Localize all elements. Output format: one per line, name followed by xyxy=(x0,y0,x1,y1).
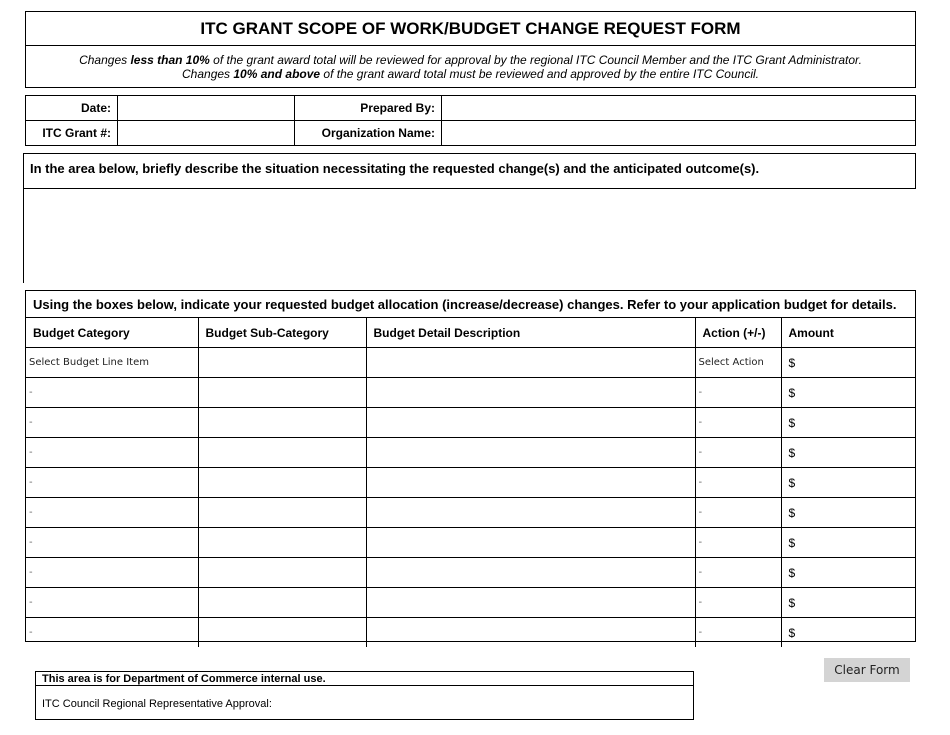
budget-sub-category-field[interactable] xyxy=(198,558,366,588)
amount-field[interactable]: $ xyxy=(781,588,915,618)
organization-name-label: Organization Name: xyxy=(295,121,442,146)
budget-sub-category-field[interactable] xyxy=(198,468,366,498)
budget-category-select[interactable]: Select Budget Line Item xyxy=(26,348,198,378)
table-row xyxy=(26,468,915,498)
budget-sub-category-field[interactable] xyxy=(198,438,366,468)
action-select[interactable]: - xyxy=(695,438,781,468)
intro-line-1: Changes less than 10% of the grant award total will be reviewed for approval by the regional ITC Council Member and the ITC Grant Administrator. xyxy=(79,53,862,67)
amount-field[interactable]: $ xyxy=(781,498,915,528)
action-select[interactable]: - xyxy=(695,498,781,528)
amount-field[interactable]: $ xyxy=(781,408,915,438)
budget-detail-description-field[interactable] xyxy=(366,588,695,618)
budget-category-select[interactable]: - xyxy=(26,438,198,468)
form-title: ITC GRANT SCOPE OF WORK/BUDGET CHANGE REQUEST FORM xyxy=(26,12,915,46)
budget-category-select[interactable]: - xyxy=(26,618,198,648)
clear-form-button[interactable]: Clear Form xyxy=(824,658,910,682)
column-header-budget-category: Budget Category xyxy=(26,318,198,348)
budget-heading: Using the boxes below, indicate your requested budget allocation (increase/decrease) changes. Refer to your application budget for details. xyxy=(26,291,915,318)
budget-table xyxy=(26,318,915,647)
date-label: Date: xyxy=(26,96,118,121)
prepared-by-label: Prepared By: xyxy=(295,96,442,121)
amount-field[interactable]: $ xyxy=(781,378,915,408)
description-textarea[interactable] xyxy=(24,189,919,285)
description-heading: In the area below, briefly describe the situation necessitating the requested change(s) and the anticipated outcome(s). xyxy=(24,154,915,189)
action-select[interactable]: - xyxy=(695,558,781,588)
action-select[interactable]: - xyxy=(695,528,781,558)
budget-detail-description-field[interactable] xyxy=(366,348,695,378)
budget-category-select[interactable]: - xyxy=(26,558,198,588)
approval-label: ITC Council Regional Representative Approval: xyxy=(42,698,272,710)
amount-field[interactable]: $ xyxy=(781,468,915,498)
table-row xyxy=(26,408,915,438)
grant-number-label: ITC Grant #: xyxy=(26,121,118,146)
budget-category-select[interactable]: - xyxy=(26,588,198,618)
table-row xyxy=(26,558,915,588)
description-section xyxy=(23,153,916,283)
budget-category-select[interactable]: - xyxy=(26,498,198,528)
column-header-amount: Amount xyxy=(781,318,915,348)
prepared-by-field[interactable] xyxy=(442,96,916,121)
budget-sub-category-field[interactable] xyxy=(198,408,366,438)
budget-section xyxy=(25,290,916,642)
table-row xyxy=(26,498,915,528)
amount-field[interactable]: $ xyxy=(781,558,915,588)
budget-sub-category-field[interactable] xyxy=(198,348,366,378)
action-select[interactable]: - xyxy=(695,618,781,648)
budget-detail-description-field[interactable] xyxy=(366,408,695,438)
action-select[interactable]: Select Action xyxy=(695,348,781,378)
table-row xyxy=(26,348,915,378)
organization-name-field[interactable] xyxy=(442,121,916,146)
table-row xyxy=(26,618,915,648)
action-select[interactable]: - xyxy=(695,408,781,438)
budget-category-select[interactable]: - xyxy=(26,528,198,558)
amount-field[interactable]: $ xyxy=(788,625,796,640)
table-row xyxy=(26,438,915,468)
budget-sub-category-field[interactable] xyxy=(198,528,366,558)
budget-detail-description-field[interactable] xyxy=(366,558,695,588)
intro-line-2: Changes 10% and above of the grant award total must be reviewed and approved by the entire ITC Council. xyxy=(182,67,759,81)
table-row xyxy=(26,378,915,408)
amount-field[interactable]: $ xyxy=(781,348,915,378)
title-block xyxy=(25,11,916,88)
internal-use-section xyxy=(35,671,694,720)
budget-detail-description-field[interactable] xyxy=(366,498,695,528)
table-row xyxy=(26,588,915,618)
column-header-budget-detail-description: Budget Detail Description xyxy=(366,318,695,348)
date-field[interactable] xyxy=(118,96,295,121)
budget-sub-category-field[interactable] xyxy=(198,378,366,408)
action-select[interactable]: - xyxy=(695,468,781,498)
amount-field[interactable]: $ xyxy=(781,528,915,558)
budget-detail-description-field[interactable] xyxy=(366,468,695,498)
budget-detail-description-field[interactable] xyxy=(366,618,695,648)
budget-sub-category-field[interactable] xyxy=(198,588,366,618)
internal-use-heading: This area is for Department of Commerce internal use. xyxy=(36,672,693,686)
intro-text xyxy=(26,46,915,81)
amount-field[interactable]: $ xyxy=(781,438,915,468)
grant-number-field[interactable] xyxy=(118,121,295,146)
table-row xyxy=(26,528,915,558)
column-header-budget-sub-category: Budget Sub-Category xyxy=(198,318,366,348)
column-header-action: Action (+/-) xyxy=(695,318,781,348)
budget-sub-category-field[interactable] xyxy=(198,618,366,648)
info-table xyxy=(25,95,916,146)
budget-detail-description-field[interactable] xyxy=(366,378,695,408)
action-select[interactable]: - xyxy=(695,588,781,618)
budget-sub-category-field[interactable] xyxy=(198,498,366,528)
budget-category-select[interactable]: - xyxy=(26,408,198,438)
budget-category-select[interactable]: - xyxy=(26,468,198,498)
budget-detail-description-field[interactable] xyxy=(366,438,695,468)
budget-table-body xyxy=(26,348,915,648)
budget-category-select[interactable]: - xyxy=(26,378,198,408)
action-select[interactable]: - xyxy=(695,378,781,408)
budget-detail-description-field[interactable] xyxy=(366,528,695,558)
